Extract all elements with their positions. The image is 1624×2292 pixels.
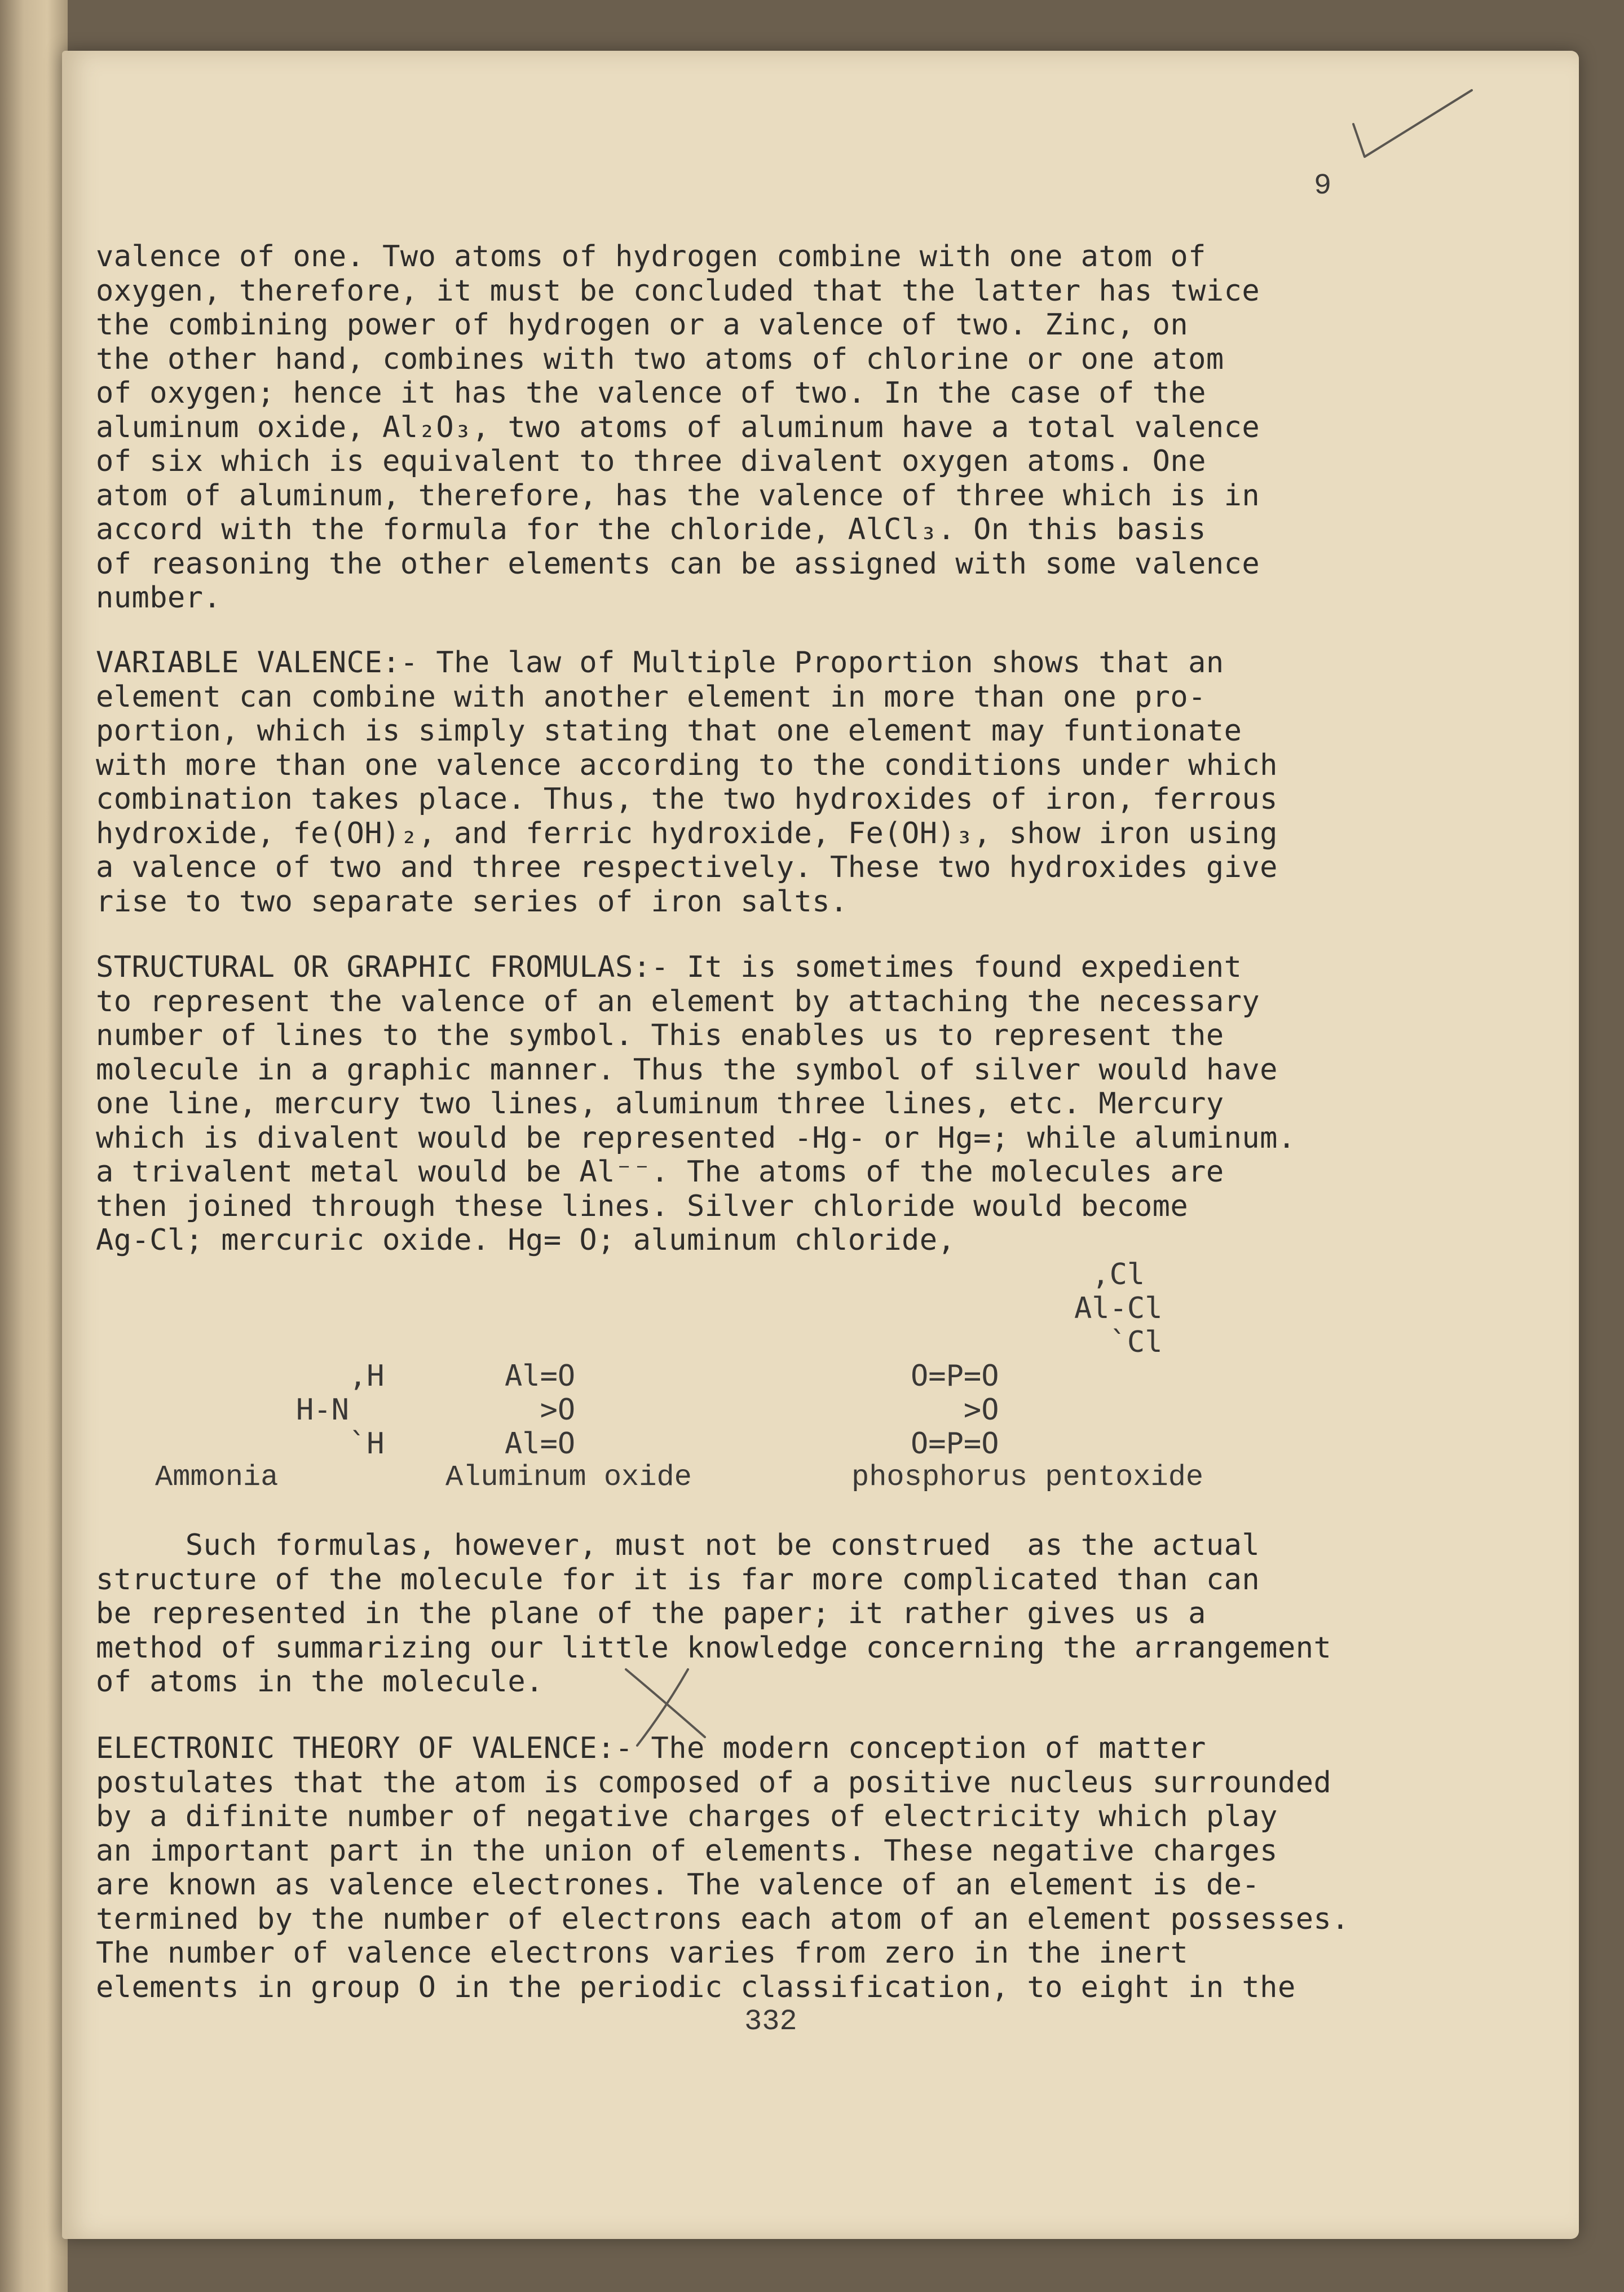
pencil-checkmark [1348,85,1477,169]
formula-ammonia: ,H H-N `H [296,1359,385,1461]
paragraph-formula-caveat: Such formulas, however, must not be construed as the actual structure of the molecule for it is far more complicated than can be represented in the plane of the paper; it rather gives us a method of summarizing our little knowledge concerning the arrangement of atoms in the molecule. [96,1528,1332,1699]
folio-number: 332 [744,2005,797,2038]
caption-aluminum-oxide: Aluminum oxide [445,1461,692,1494]
page-number: 9 [1314,169,1332,202]
paragraph-electronic-theory: ELECTRONIC THEORY OF VALENCE:- The modern conception of matter postulates that the atom is composed of a positive nucleus surrounded by a difinite number of negative charges of electricity which play an important part in the union of elements. These negative charges are known as valence electrones. The valence of an element is de- termined by the number of electrons each atom of an element possesses. The number of valence electrons varies from zero in the inert elements in group O in the periodic classification, to eight in the [96,1731,1349,2004]
formula-phosphorus-pentoxide: O=P=O >O O=P=O [911,1359,999,1461]
paragraph-structural-formulas: STRUCTURAL OR GRAPHIC FROMULAS:- It is sometimes found expedient to represent the valence of an element by attaching the necessary number of lines to the symbol. This enables us to represent the molecule in a graphic manner. Thus the symbol of silver would have one line, mercury two lines, aluminum three lines, etc. Mercury which is divalent would be represented -Hg- or Hg=; while aluminum. a trivalent metal would be Al⁻⁻. The atoms of the molecules are then joined through these lines. Silver chloride would become Ag-Cl; mercuric oxide. Hg= O; aluminum chloride, [96,950,1296,1257]
caption-phosphorus-pentoxide: phosphorus pentoxide [851,1461,1204,1494]
formula-aluminum-chloride: ,Cl Al-Cl `Cl [1074,1258,1163,1359]
paragraph-variable-valence: VARIABLE VALENCE:- The law of Multiple Proportion shows that an element can combine with another element in more than one pro- portion, which is simply stating that one element may funtionate with more than one valence according to the conditions under which combination takes place. Thus, the two hydroxides of iron, ferrous hydroxide, fe(OH)₂, and ferric hydroxide, Fe(OH)₃, show iron using a valence of two and three respectively. These two hydroxides give rise to two separate series of iron salts. [96,646,1278,919]
paragraph-valence-intro: valence of one. Two atoms of hydrogen combine with one atom of oxygen, therefore, it must be concluded that the latter has twice the combining power of hydrogen or a valence of two. Zinc, on the other hand, combines with two atoms of chlorine or one atom of oxygen; hence it has the valence of two. In the case of the aluminum oxide, Al₂O₃, two atoms of aluminum have a total valence of six which is equivalent to three divalent oxygen atoms. One atom of aluminum, therefore, has the valence of three which is in accord with the formula for the chloride, AlCl₃. On this basis of reasoning the other elements can be assigned with some valence number. [96,240,1260,615]
formula-aluminum-oxide: Al=O >O Al=O [505,1359,576,1461]
caption-ammonia: Ammonia [155,1461,279,1494]
book-spine [0,0,68,2292]
